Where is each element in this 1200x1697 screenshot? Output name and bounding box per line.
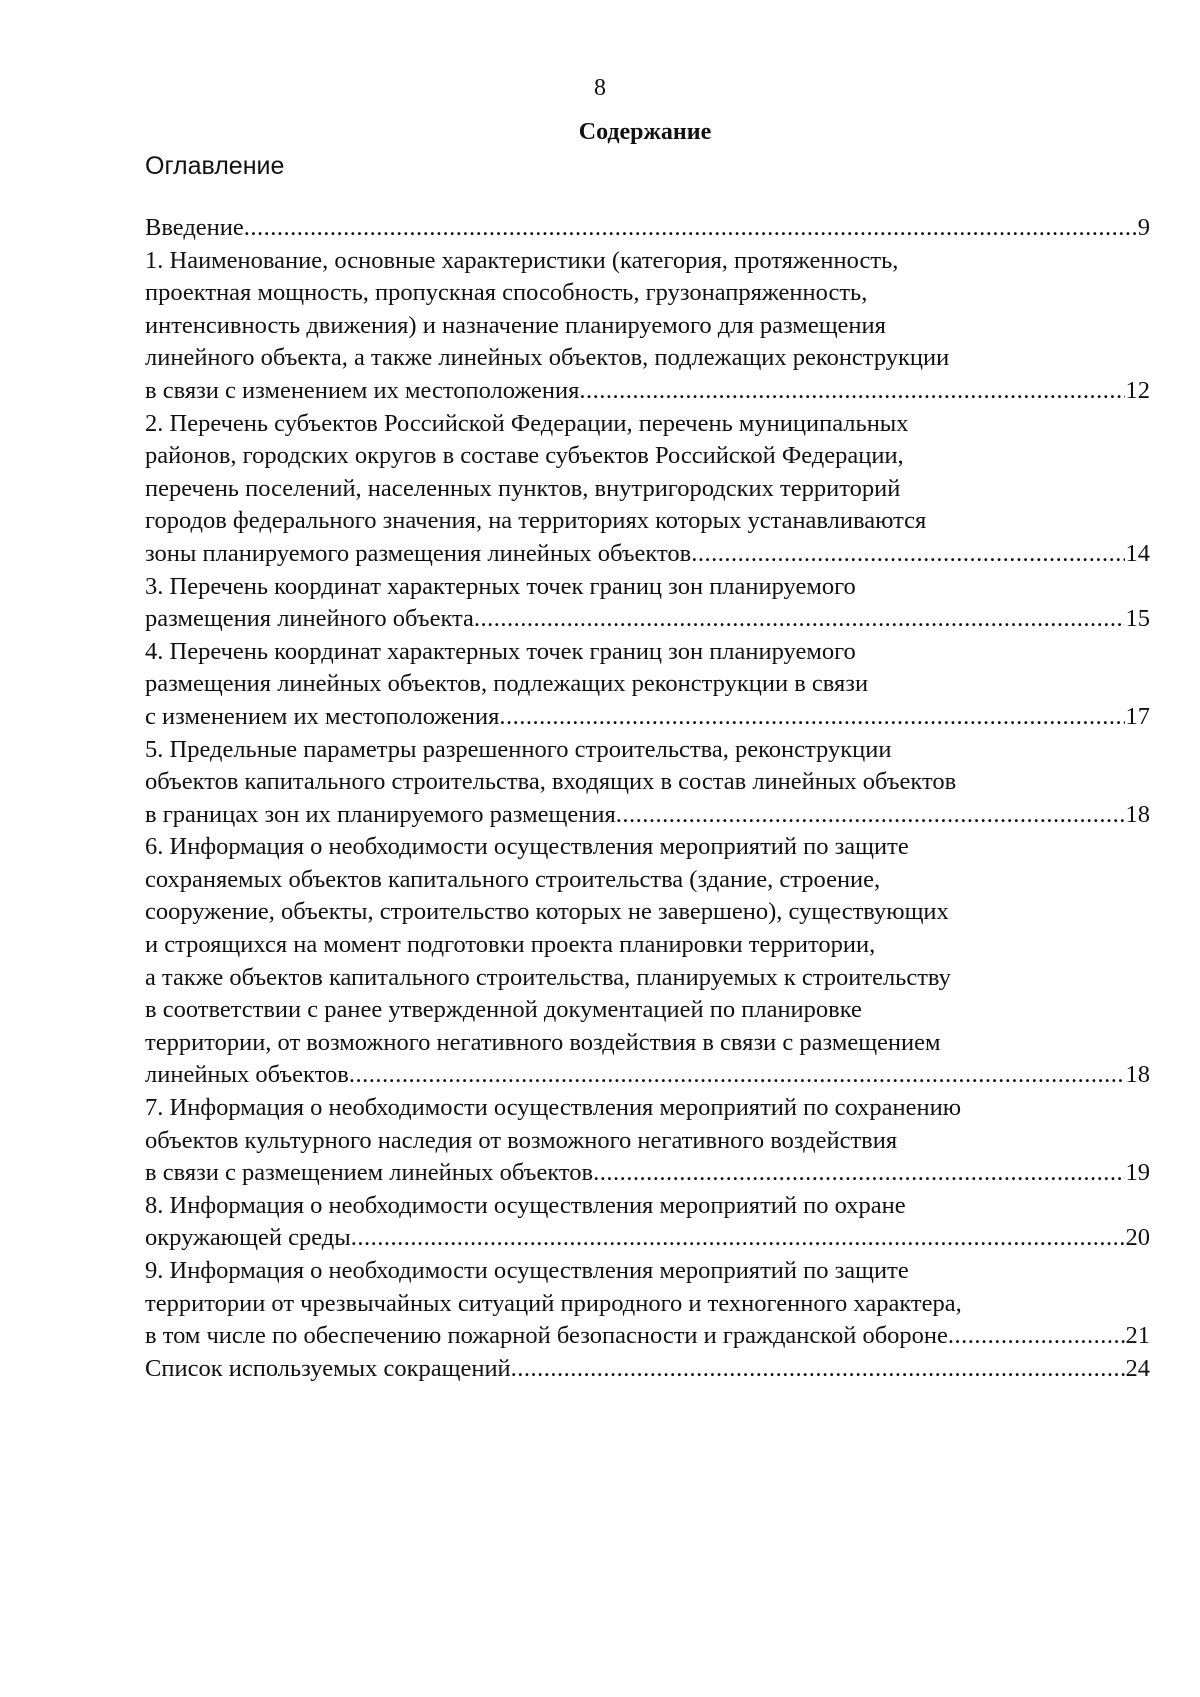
toc-page-number: 12 [1125, 376, 1150, 404]
toc-entry-text-line: 9. Информация о необходимости осуществления мероприятий по защите [145, 1257, 909, 1284]
toc-page-number: 19 [1125, 1159, 1150, 1187]
dot-leader [593, 1157, 1124, 1190]
toc-entry-text-line: проектная мощность, пропускная способность, грузонапряженность, [145, 279, 868, 307]
toc-entry[interactable] [145, 408, 1150, 571]
toc-entry-final-line [145, 1059, 1150, 1092]
toc-entry-text-line: территории от чрезвычайных ситуаций природного и техногенного характера, [145, 1289, 962, 1317]
toc-entry-text-line: 7. Информация о необходимости осуществления мероприятий по сохранению [145, 1094, 962, 1122]
toc-entry-text-line: Список используемых сокращений [145, 1354, 511, 1382]
toc-entry[interactable] [145, 571, 1150, 636]
toc-entry-text-line: 4. Перечень координат характерных точек границ зон планируемого [145, 637, 856, 665]
toc-entry-final-line [145, 1353, 1150, 1386]
toc-page-number: 15 [1125, 605, 1150, 633]
toc-entry-text-line: территории, от возможного негативного воздействия в связи с размещением [145, 1028, 941, 1056]
toc-entry-text-line: окружающей среды [145, 1224, 351, 1252]
toc-entry-final-line [145, 212, 1150, 245]
toc-entry-final-line [145, 1320, 1150, 1353]
toc-entry[interactable] [145, 831, 1150, 1092]
toc-page-number: 18 [1125, 800, 1150, 828]
toc-page-number: 9 [1137, 214, 1150, 241]
toc-entry-final-line [145, 375, 1150, 408]
toc-entry-final-line [145, 538, 1150, 571]
toc-entry-text-line: 6. Информация о необходимости осуществления мероприятий по защите [145, 833, 909, 861]
dot-leader [351, 1222, 1125, 1255]
toc-entry-text-line: в границах зон их планируемого размещения [145, 800, 616, 828]
toc-entry-text-line: районов, городских округов в составе субъектов Российской Федерации, [145, 442, 904, 470]
toc-entry-text-line: перечень поселений, населенных пунктов, внутригородских территорий [145, 474, 901, 502]
document-title: Содержание [578, 119, 712, 145]
toc-entry-text-line: городов федерального значения, на территориях которых устанавливаются [145, 507, 927, 535]
toc-entry-text-line: объектов капитального строительства, входящих в состав линейных объектов [145, 768, 957, 796]
toc-entry[interactable] [145, 734, 1150, 832]
toc-entry-text-line: и строящихся на момент подготовки проекта планировки территории, [145, 931, 876, 959]
toc-entry-final-line [145, 799, 1150, 832]
page-number: 8 [594, 75, 606, 101]
dot-leader [244, 212, 1137, 245]
toc-entry[interactable] [145, 1190, 1150, 1255]
dot-leader [511, 1353, 1125, 1386]
toc-entry-text-line: зоны планируемого размещения линейных объектов [145, 539, 692, 567]
toc-entry[interactable] [145, 212, 1150, 245]
dot-leader [349, 1059, 1125, 1092]
toc-entry-text-line: в том числе по обеспечению пожарной безопасности и гражданской обороне [145, 1322, 948, 1350]
toc-entry-final-line [145, 1157, 1150, 1190]
toc-entry-text-line: интенсивность движения) и назначение планируемого для размещения [145, 311, 886, 339]
toc-entry-final-line [145, 701, 1150, 734]
toc-entry-text-line: объектов культурного наследия от возможного негативного воздействия [145, 1126, 898, 1154]
toc-entry[interactable] [145, 636, 1150, 734]
toc-entry-text-line: 1. Наименование, основные характеристики (категория, протяженность, [145, 246, 899, 274]
toc-entry-text-line: сохраняемых объектов капитального строительства (здание, строение, [145, 865, 881, 893]
toc-entry-final-line [145, 603, 1150, 636]
toc-page-number: 18 [1125, 1061, 1150, 1089]
toc-entry[interactable] [145, 1255, 1150, 1353]
toc-page-number: 14 [1125, 539, 1150, 567]
table-of-contents [145, 212, 1150, 1385]
dot-leader [499, 701, 1124, 734]
toc-entry-text-line: размещения линейного объекта [145, 605, 474, 633]
toc-entry-text-line: 8. Информация о необходимости осуществления мероприятий по охране [145, 1191, 906, 1219]
toc-entry-text-line: в связи с изменением их местоположения [145, 376, 580, 404]
toc-entry-text-line: в соответствии с ранее утвержденной документацией по планировке [145, 996, 862, 1024]
toc-page-number: 20 [1125, 1224, 1150, 1252]
toc-entry-text-line: в связи с размещением линейных объектов [145, 1159, 594, 1187]
toc-entry-text-line: 2. Перечень субъектов Российской Федерации, перечень муниципальных [145, 409, 909, 437]
dot-leader [474, 603, 1125, 636]
toc-entry-text-line: размещения линейных объектов, подлежащих реконструкции в связи [145, 670, 869, 698]
toc-entry-text-line: линейных объектов [145, 1061, 349, 1089]
toc-entry-final-line [145, 1222, 1150, 1255]
dot-leader [579, 375, 1124, 408]
toc-page-number: 17 [1125, 702, 1150, 730]
toc-entry-text-line: линейного объекта, а также линейных объектов, подлежащих реконструкции [145, 344, 950, 372]
toc-heading: Оглавление [145, 152, 285, 180]
dot-leader [616, 799, 1125, 832]
toc-entry-text-line: 5. Предельные параметры разрешенного строительства, реконструкции [145, 735, 892, 763]
toc-entry[interactable] [145, 245, 1150, 408]
toc-entry-text-line: а также объектов капитального строительства, планируемых к строительству [145, 963, 951, 991]
toc-entry-text-line: сооружение, объекты, строительство которых не завершено), существующих [145, 898, 949, 926]
toc-entry-text-line: 3. Перечень координат характерных точек границ зон планируемого [145, 572, 856, 600]
toc-page-number: 21 [1125, 1322, 1150, 1350]
dot-leader [948, 1320, 1125, 1353]
toc-entry-text-line: с изменением их местоположения [145, 702, 500, 730]
toc-entry[interactable] [145, 1092, 1150, 1190]
toc-entry[interactable] [145, 1353, 1150, 1386]
toc-page-number: 24 [1125, 1354, 1150, 1382]
dot-leader [691, 538, 1124, 571]
toc-entry-text-line: Введение [145, 214, 244, 241]
